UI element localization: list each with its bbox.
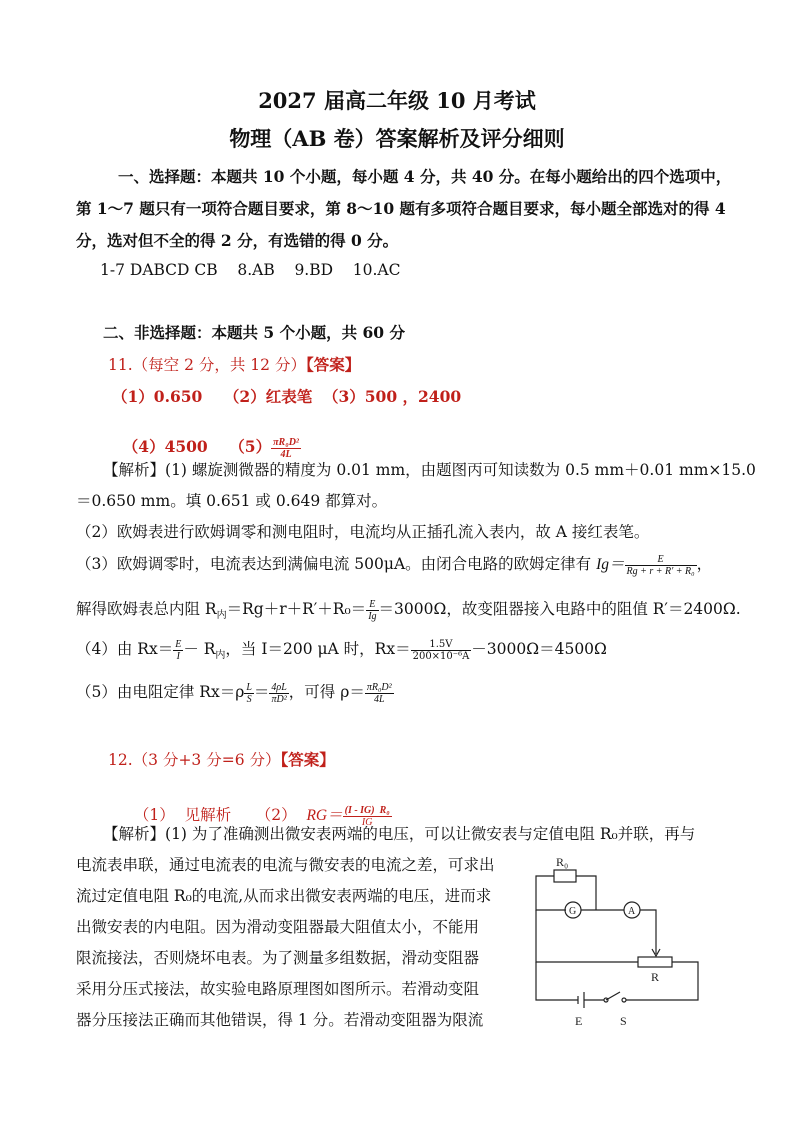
section1-answers: 1-7 DABCD CB 8.AB 9.BD 10.AC [100, 261, 401, 279]
q11-exp2: （2）欧姆表进行欧姆调零和测电阻时，电流均从正插孔流入表内，故 A 接红表笔。 [76, 523, 650, 541]
q12-exp-l2: 电流表串联，通过电流表的电流与微安表的电流之差，可求出 [76, 856, 495, 874]
q11-exp4 [76, 637, 607, 662]
q11-exp3-fraction [625, 554, 697, 577]
wire-left-rail [536, 910, 638, 962]
q11-answer-line2 [112, 416, 301, 460]
q12-header [108, 748, 335, 770]
q11-exp5-pre: （5）由电阻定律 Rx＝ρ [76, 683, 245, 701]
q11-exp1-text: (1) 螺旋测微器的精度为 0.01 mm，由题图丙可知读数为 0.5 mm＋0.01 mm×15.0 [165, 461, 756, 479]
q11-exp4-fden: I [176, 650, 180, 662]
label-g: G [569, 906, 577, 917]
q12-ans-line-a: （1） 见解析 （2） [133, 806, 297, 824]
label-r0: R₀ [556, 855, 569, 869]
section1-line1: 一、选择题：本题共 10 个小题，每小题 4 分，共 40 分。在每小题给出的四个选项中， [118, 167, 732, 186]
q12-ans-rg: RG＝ [306, 807, 343, 824]
wire-battery-left [536, 962, 578, 1000]
q11-exp5-f3den: 4L [373, 693, 385, 705]
q11-exp5-fraction2 [269, 682, 288, 705]
rheostat-r [638, 957, 672, 967]
q12-answer-tag: 【答案】 [280, 750, 335, 769]
q11-exp-tag: 【解析】 [103, 461, 166, 479]
q11-exp1b: ＝0.650 mm。填 0.651 或 0.649 都算对。 [76, 492, 388, 510]
q11-answer-line1: （1）0.650 （2）红表笔 （3）500 ，2400 [112, 387, 462, 406]
label-e: E [575, 1014, 583, 1028]
q11-exp3-formula: Ig＝ [596, 556, 625, 573]
q11-exp5-f2den: πD² [271, 693, 287, 705]
q12-exp-l3: 流过定值电阻 R₀的电流,从而求出微安表两端的电压，进而求 [76, 887, 492, 905]
label-s: S [620, 1014, 627, 1028]
q11-exp5-f3num: πR₀D² [366, 681, 392, 693]
q11-exp5-f2num: 4ρL [271, 681, 287, 693]
q11-exp3b [76, 597, 741, 622]
q12-exp-l5: 限流接法，否则烧坏电表。为了测量多组数据，滑动变阻器 [76, 949, 480, 967]
q11-exp4-fraction2 [411, 639, 472, 662]
q11-exp5 [76, 680, 394, 705]
q11-exp4-fraction1 [173, 639, 183, 662]
q12-exp-l4: 出微安表的内电阻。因为滑动变阻器最大阻值太小，不能用 [76, 918, 480, 936]
q11-exp4-mid2: ，当 I＝200 μA 时，Rx＝ [225, 640, 411, 658]
q11-exp3b-sub: 内 [216, 610, 227, 622]
switch-contact-right [622, 998, 626, 1002]
section1-line2: 第 1～7 题只有一项符合题目要求，第 8～10 题有多项符合题目要求，每小题全部选对的得 4 [76, 199, 726, 218]
q11-exp5-fraction1 [244, 682, 254, 705]
q11-exp3-num: E [625, 554, 697, 566]
q11-exp4-f2num: 1.5V [411, 639, 472, 651]
q12-exp-tag: 【解析】 [103, 825, 166, 843]
q11-exp1 [103, 458, 756, 480]
q11-header [108, 353, 360, 375]
q12-ans-num: (I - IG) R₀ [344, 804, 390, 816]
q11-exp4-mid: － R [183, 640, 216, 658]
q11-exp5-f1num: L [246, 681, 252, 693]
wire-right-rail [626, 962, 698, 1000]
q11-exp5-f1den: S [246, 693, 252, 705]
q11-ans5-den: 4L [280, 448, 292, 460]
q12-exp-l7: 器分压接法正确而其他错误，得 1 分。若滑动变阻器为限流 [76, 1011, 484, 1029]
q11-exp4-f2den: 200×10⁻⁶A [412, 650, 470, 662]
q11-exp3b-mid: ＝Rg＋r＋R′＋R₀＝ [226, 600, 367, 618]
q12-head: 12.（3 分+3 分=6 分） [108, 751, 281, 769]
q11-exp4-sub: 内 [215, 650, 226, 662]
section2-heading: 二、非选择题：本题共 5 个小题，共 60 分 [103, 323, 405, 342]
resistor-r0 [554, 870, 576, 882]
q11-exp4-fnum: E [175, 638, 182, 650]
page-title: 2027 届高二年级 10 月考试 [258, 88, 536, 113]
q11-ans5-num: πR₀D² [273, 436, 299, 448]
q11-exp3b-pre: 解得欧姆表总内阻 R [76, 600, 217, 618]
q12-exp-line1 [103, 822, 695, 844]
q11-exp3b-fraction [366, 599, 378, 622]
page-subtitle: 物理（AB 卷）答案解析及评分细则 [229, 126, 565, 151]
q12-ans-den: IG [361, 816, 373, 828]
q11-head: 11.（每空 2 分，共 12 分） [108, 356, 306, 374]
q11-exp5-mid: ，可得 ρ＝ [288, 683, 365, 701]
q11-exp5-eq: ＝ [253, 683, 270, 701]
q11-ans5-fraction [271, 437, 301, 460]
q11-exp4-pre: （4）由 Rx＝ [76, 640, 174, 658]
q11-exp3a-text: （3）欧姆调零时，电流表达到满偏电流 500μA。由闭合电路的欧姆定律有 [76, 555, 592, 573]
section1-line3: 分，选对但不全的得 2 分，有选错的得 0 分。 [76, 231, 399, 250]
q11-exp5-fraction3 [365, 682, 394, 705]
q11-answer-tag: 【答案】 [305, 355, 361, 374]
q11-exp4-post: －3000Ω＝4500Ω [471, 640, 607, 658]
label-r: R [651, 970, 660, 984]
q12-exp-l6: 采用分压式接法，故实验电路原理图如图所示。若滑动变阻 [76, 980, 480, 998]
q11-exp3b-post: ＝3000Ω，故变阻器接入电路中的阻值 R′＝2400Ω. [378, 600, 741, 618]
switch-blade [606, 992, 620, 1000]
q11-exp3a: （3）欧姆调零时，电流表达到满偏电流 500μA。由闭合电路的欧姆定律有 Ig＝ $\frac{E}{\text{Rg + r + R′ + R₀}}$ ， [76, 553, 713, 577]
circuit-diagram [518, 850, 718, 1030]
q11-exp3-den: Rg + r + R′ + R₀ [626, 565, 695, 577]
q11-answer-line2a: （4）4500 （5） [122, 437, 272, 456]
label-a: A [628, 906, 636, 917]
wire-r0-left [536, 876, 566, 910]
q11-exp3b-fnum: E [366, 599, 378, 611]
q12-exp-l1: (1) 为了准确测出微安表两端的电压，可以让微安表与定值电阻 R₀并联，再与 [165, 825, 696, 843]
q11-exp3b-fden: Ig [368, 610, 377, 622]
wire-a-slider [640, 910, 656, 954]
